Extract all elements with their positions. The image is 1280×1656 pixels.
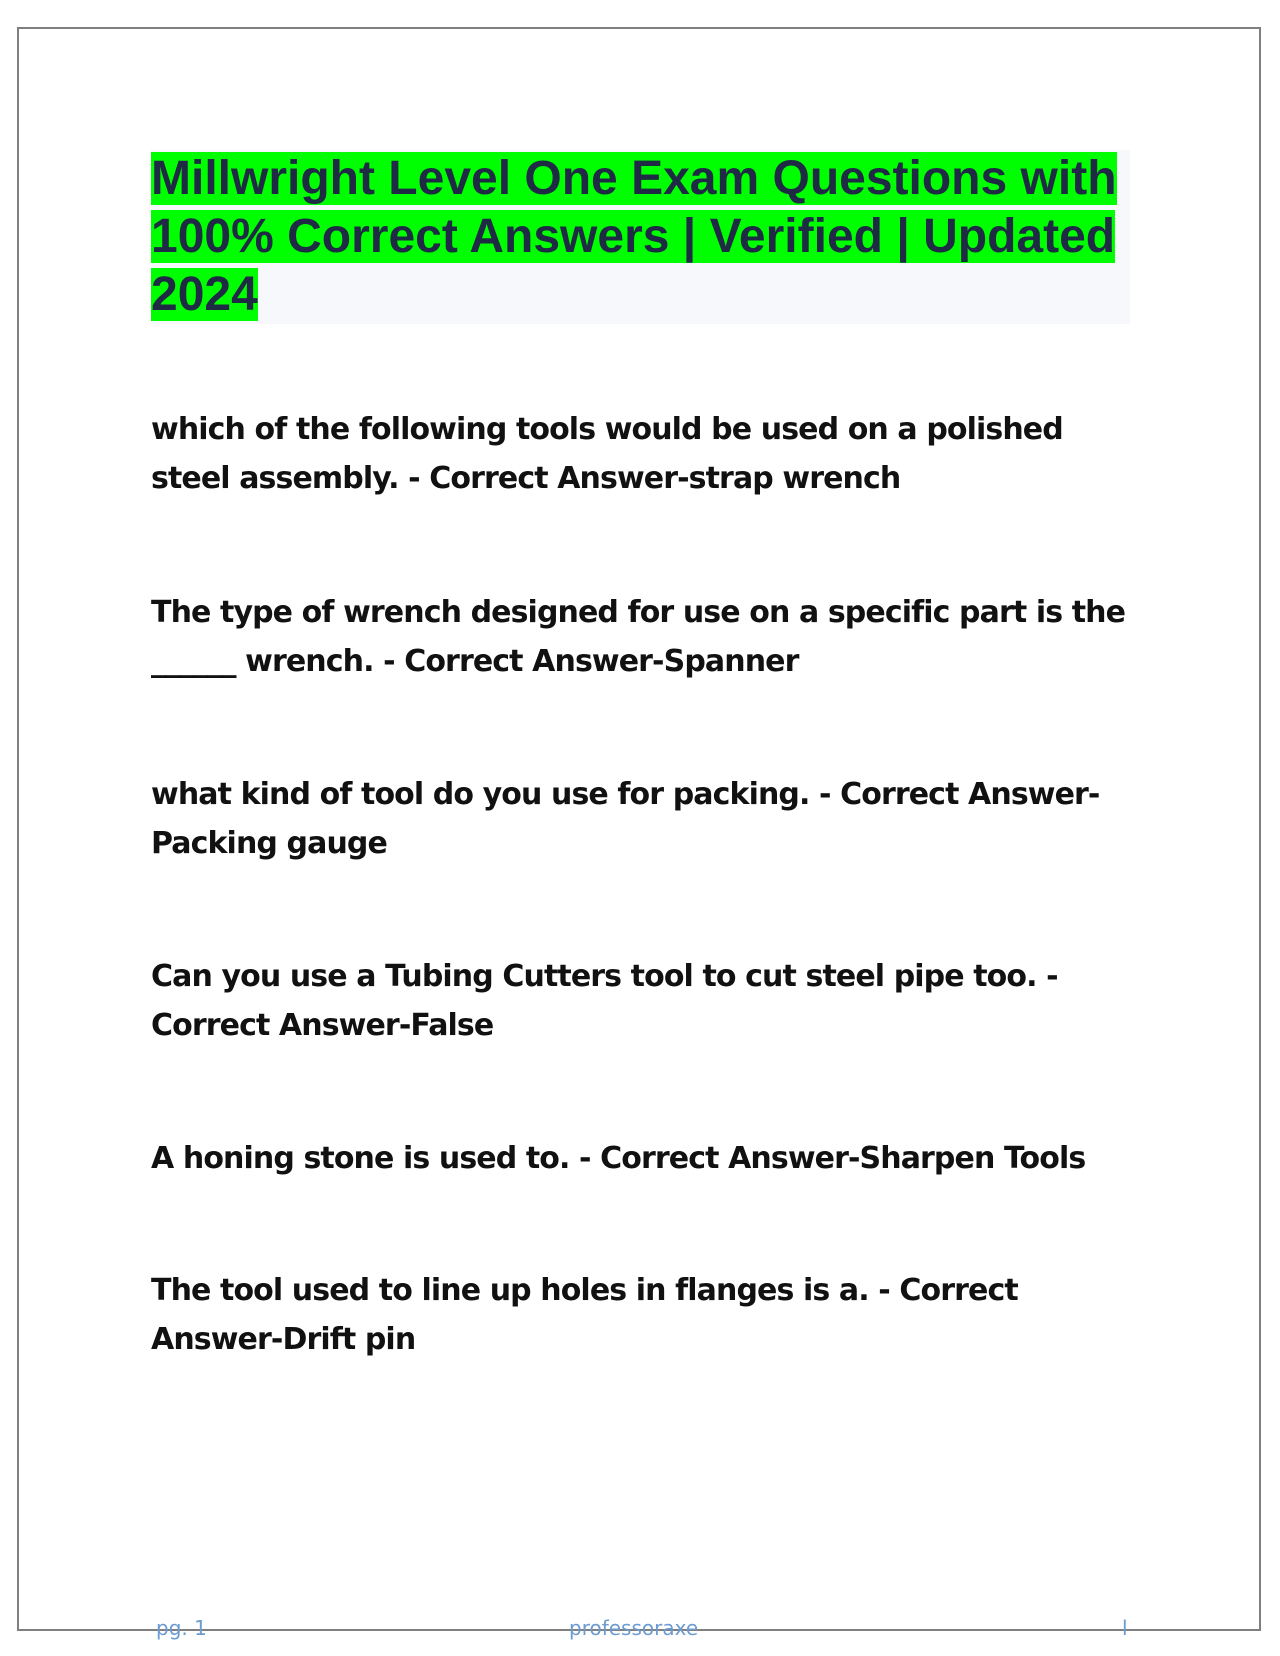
title-block	[151, 150, 1130, 324]
document-title	[151, 150, 1130, 324]
qa-item: The tool used to line up holes in flanges is a. - Correct Answer-Drift pin	[151, 1273, 1018, 1357]
footer-page-number: pg. 1	[156, 1616, 207, 1640]
qa-item: what kind of tool do you use for packing. - Correct Answer-Packing gauge	[151, 777, 1100, 861]
footer-author: professoraxe	[569, 1616, 699, 1640]
title-highlight: Millwright Level One Exam Questions with 100% Correct Answers | Verified | Updated 2024	[151, 152, 1117, 321]
footer-right-mark: l	[1122, 1616, 1128, 1640]
qa-item: Can you use a Tubing Cutters tool to cut steel pipe too. - Correct Answer-False	[151, 959, 1058, 1043]
qa-item: A honing stone is used to. - Correct Answer-Sharpen Tools	[151, 1141, 1086, 1176]
qa-item: which of the following tools would be used on a polished steel assembly. - Correct Answer-strap wrench	[151, 412, 1063, 496]
qa-item: The type of wrench designed for use on a specific part is the ______ wrench. - Correct Answer-Spanner	[151, 595, 1126, 679]
